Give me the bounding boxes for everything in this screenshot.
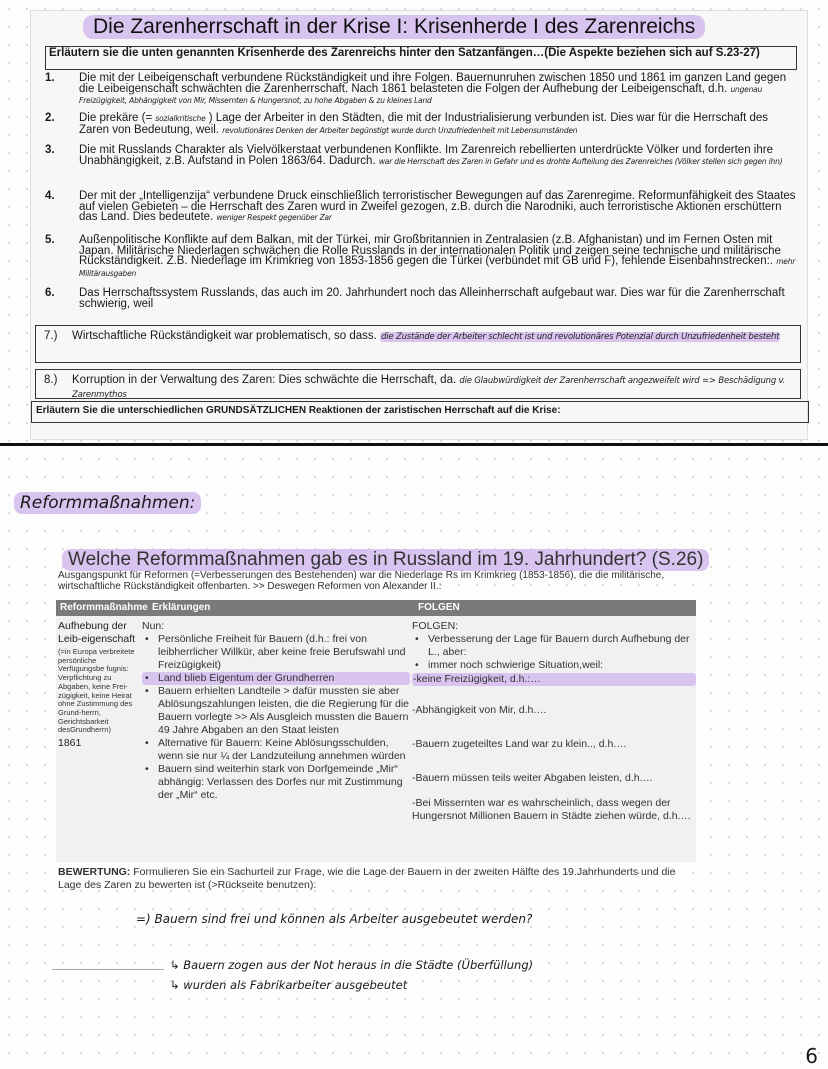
bewertung-label: BEWERTUNG: bbox=[58, 866, 131, 878]
item-text: Das Herrschaftssystem Russlands, das auch im 20. Jahrhundert noch das Alleinherrschaft aufgebaut war. Dies war für die Zarenherrschaft schwierig, weil bbox=[79, 287, 785, 310]
section-heading: Reformmaßnahmen: bbox=[14, 492, 201, 514]
item-text: Der mit der „Intelligenzija“ verbundene Druck einschließlich terroristischer Bewegungen auf das Zarenregime. Reformunfähigkeit des Staates auf vielen Gebieten – die Herrschaft des Zaren wurd in Zweifel gezogen, z.B. durch die Narodniki, auch terroristische Aktionen erschüttern das Land. Dies bedeutete. bbox=[79, 190, 796, 223]
reform-name: Aufhebung der Leib-eigenschaft bbox=[58, 620, 136, 645]
folge-line: -keine Freizügigkeit, d.h.:… bbox=[412, 673, 696, 686]
item-text-cont: ) Lage der Arbeiter in den Städten, die mit der Industrialisierung verbunden ist. Dies war für die Herrschaft des Zaren von Bedeutung, weil. bbox=[79, 112, 769, 136]
folgen-cell bbox=[412, 620, 696, 823]
item-text: Die prekäre (= bbox=[79, 112, 153, 124]
erklaerungen-heading: Nun: bbox=[142, 620, 165, 632]
item-text: Korruption in der Verwaltung des Zaren: Dies schwächte die Herrschaft, da. bbox=[72, 374, 457, 386]
worksheet-reformen bbox=[50, 540, 704, 900]
item-number: 2. bbox=[45, 112, 55, 124]
list-item: • immer noch schwierige Situation,weil: bbox=[412, 659, 696, 672]
item-text: Die mit Russlands Charakter als Vielvölkerstaat verbundenen Konflikte. Im Zarenreich rebellierten unterdrückte Völker und forderten ihre Unabhängigkeit, z.B. Aufstand in Polen 1863/64. Dadurch. bbox=[79, 144, 773, 167]
column-header: Reformmaßnahme bbox=[60, 602, 148, 613]
handwritten-answer: weniger Respekt gegenüber Zar bbox=[216, 213, 332, 222]
item-number: 5. bbox=[45, 234, 55, 246]
erklaerungen-cell bbox=[142, 620, 410, 802]
folgen-heading: FOLGEN: bbox=[412, 620, 459, 632]
handwritten-answer: ungenau Freizügigkeit, Abhängigkeit von Mir, Missernten & Hungersnot, zu hohe Abgaben & zu kleines Land bbox=[79, 84, 763, 105]
list-item bbox=[41, 235, 799, 287]
folge-line: -Bei Missernten war es wahrscheinlich, dass wegen der Hungersnot Millionen Bauern in Städte ziehen würde, d.h.… bbox=[412, 797, 691, 822]
item-number: 7.) bbox=[44, 330, 58, 342]
folge-line: -Bauern müssen teils weiter Abgaben leisten, d.h.… bbox=[412, 772, 654, 784]
list-item: • Persönliche Freiheit für Bauern (d.h.: frei von leibherrlicher Willkür, aber keine freie Berufswahl und Freizügigkeit) bbox=[142, 633, 410, 672]
table-row bbox=[56, 616, 696, 862]
handwritten-answer: sozialkritische bbox=[155, 114, 206, 123]
handwritten-note: ↳ wurden als Fabrikarbeiter ausgebeutet bbox=[170, 978, 408, 992]
answer-box-7 bbox=[35, 325, 801, 363]
page-number: 6 bbox=[805, 1044, 818, 1068]
reform-year: 1861 bbox=[58, 737, 82, 750]
item-text: Außenpolitische Konflikte auf dem Balkan, mit der Türkei, mir Großbritannien in Zentralasien (z.B. Afghanistan) und im Fernen Osten mit Japan. Militärische Niederlagen schwächen die Rolle Russlands in der internationalen Politik und zeigen seine technische und militärische Rückständigkeit. Z.B. Niederlage im Krimkrieg von 1853-1856 gegen die Türkei (verbündet mit GB und F), fehlende Eisenbahnstrecken:. bbox=[79, 234, 781, 267]
item-number: 4. bbox=[45, 190, 55, 202]
bewertung-text bbox=[58, 866, 698, 892]
folge-line: -Abhängigkeit von Mir, d.h.… bbox=[412, 704, 547, 716]
list-item bbox=[41, 113, 799, 143]
list-item: • Verbesserung der Lage für Bauern durch Aufhebung der L., aber: bbox=[412, 633, 696, 659]
answer-box-8 bbox=[35, 369, 801, 399]
item-number: 8.) bbox=[44, 374, 58, 386]
handwritten-answer: die Glaubwürdigkeit der Zarenherrschaft angezweifelt wird => Beschädigung v. Zarenmythos bbox=[72, 376, 786, 400]
table-header bbox=[56, 600, 696, 616]
section-divider bbox=[0, 443, 828, 446]
list-item: • Bauern sind weiterhin stark von Dorfgemeinde „Mir“ abhängig: Verlassen des Dorfes nur mit Zustimmung der „Mir“ etc. bbox=[142, 763, 410, 802]
list-item bbox=[41, 288, 799, 314]
reform-cell bbox=[58, 620, 136, 750]
instruction-box: Erläutern sie die unten genannten Krisenherde des Zarenreichs hinter den Satzanfängen…(Die Aspekte beziehen sich auf S.23-27) bbox=[45, 46, 797, 70]
list-item: • Bauern erhielten Landteile > dafür mussten sie aber Ablösungszahlungen leisten, die die Regierung für die Bauern vorlegte >> Als Ausgleich mussten die Bauern 49 Jahre Abgaben an den Staat leisten bbox=[142, 685, 410, 737]
question-box: Erläutern Sie die unterschiedlichen GRUNDSÄTZLICHEN Reaktionen der zaristischen Herrschaft auf die Krise: bbox=[31, 401, 809, 423]
item-number: 3. bbox=[45, 144, 55, 156]
column-header: FOLGEN bbox=[418, 602, 460, 613]
divider-line bbox=[52, 969, 164, 970]
worksheet-title: Die Zarenherrschaft in der Krise I: Krisenherde I des Zarenreichs bbox=[83, 15, 705, 39]
list-item: • Alternative für Bauern: Keine Ablösungsschulden, wenn sie nur ¼ der Landzuteilung annehmen würden bbox=[142, 737, 410, 763]
item-text: Wirtschaftliche Rückständigkeit war problematisch, so dass. bbox=[72, 330, 377, 342]
handwritten-answer: mehr Militärausgaben bbox=[79, 257, 796, 278]
handwritten-note: ↳ Bauern zogen aus der Not heraus in die Städte (Überfüllung) bbox=[170, 958, 534, 972]
item-number: 6. bbox=[45, 287, 55, 299]
list-item: • Land blieb Eigentum der Grundherren bbox=[142, 672, 410, 685]
folge-line: -Bauern zugeteiltes Land war zu klein.., d.h.… bbox=[412, 738, 627, 750]
list-item bbox=[41, 145, 799, 191]
bewertung-prompt: Formulieren Sie ein Sachurteil zur Frage, wie die Lage der Bauern in der zweiten Hälfte des 19.Jahrhunderts und die Lage des Zaren zu bewerten ist (>Rückseite benutzen): bbox=[58, 866, 676, 891]
list-item bbox=[41, 73, 799, 115]
intro-text: Ausgangspunkt für Reformen (=Verbesserungen des Bestehenden) war die Niederlage Rs im Krimkrieg (1853-1856), die die militärische, wirtschaftliche Rückständigkeit offenbarten. >> Deswegen Reformen von Alexander II.: bbox=[58, 570, 665, 592]
handwritten-answer: die Zustände der Arbeiter schlecht ist und revolutionäres Potenzial durch Unzufriedenheit besteht bbox=[381, 332, 780, 342]
reform-note: (=in Europa verbreitete persönliche Verfügungsbe fugnis: Verpflichtung zu Abgaben, keine Frei-zügigkeit, keine Heirat ohne Zustimmung des Grund-herrn, Gerichtsbarkeit desGrundherrn) bbox=[58, 647, 135, 735]
worksheet-title: Welche Reformmaßnahmen gab es in Russland im 19. Jahrhundert? (S.26) bbox=[62, 549, 709, 571]
handwritten-note: =) Bauern sind frei und können als Arbeiter ausgebeutet werden? bbox=[136, 912, 533, 926]
handwritten-answer: war die Herrschaft des Zaren in Gefahr und es drohte Aufteilung des Zarenreiches (Völker stellen sich gegen ihn) bbox=[378, 156, 783, 166]
item-number: 1. bbox=[45, 72, 55, 84]
handwritten-answer: revolutionäres Denken der Arbeiter begünstigt wurde durch Unzufriedenheit mit Lebensumständen bbox=[222, 125, 578, 135]
worksheet-krisenherde bbox=[30, 10, 808, 440]
column-header: Erklärungen bbox=[152, 602, 211, 613]
list-item bbox=[41, 191, 799, 233]
item-text: Die mit der Leibeigenschaft verbundene Rückständigkeit und ihre Folgen. Bauernunruhen zwischen 1850 und 1861 im ganzen Land gegen die Leibeigenschaft schwächten die Zarenherrschaft. Nach 1861 belasteten die Folgen der Aufhebung der Leibeigenschaft, d.h. bbox=[79, 72, 787, 95]
